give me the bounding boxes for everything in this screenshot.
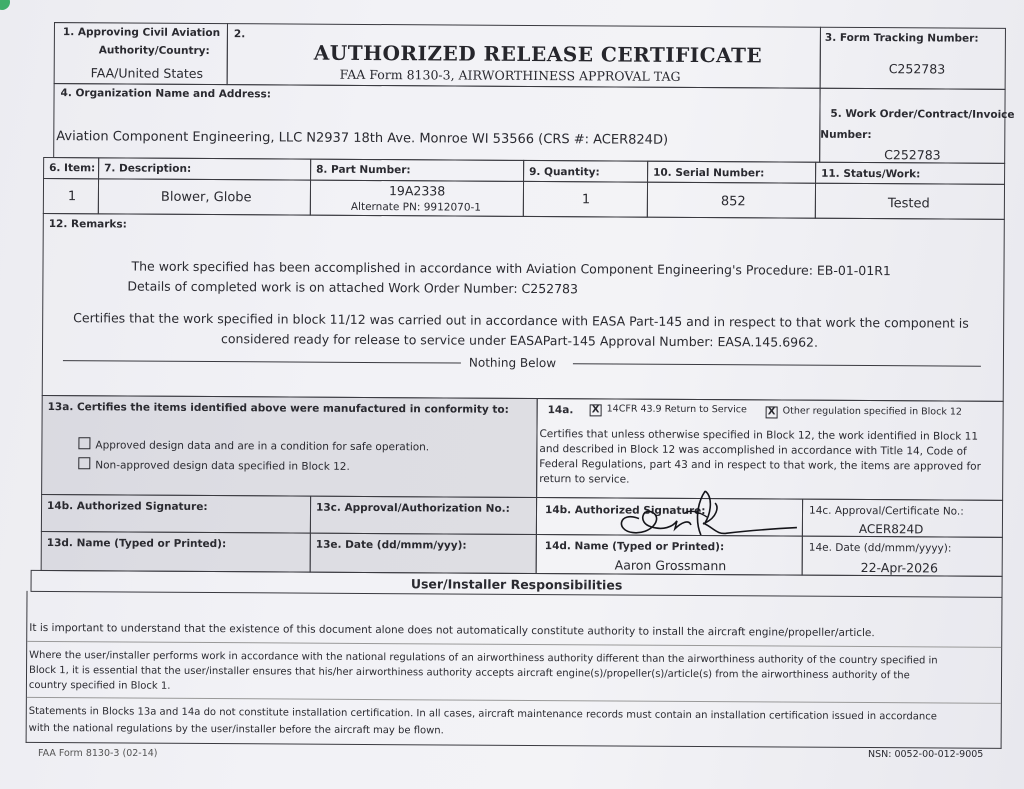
block-13a-option-1[interactable] <box>78 437 429 453</box>
block-14e-label: 14e. Date (dd/mmm/yyyy): <box>808 541 952 555</box>
approval-certificate-number: ACER824D <box>858 521 924 537</box>
status-value-cell <box>815 183 1005 220</box>
block-2-title <box>227 23 821 89</box>
organization-address: Aviation Component Engineering, LLC N2937 18th Ave. Monroe WI 53566 (CRS #: ACER824D) <box>56 129 669 148</box>
work-order-number: C252783 <box>884 147 941 163</box>
remarks-label: 12. Remarks: <box>48 218 127 231</box>
block-13e <box>310 533 537 574</box>
quantity-label-cell <box>523 160 648 183</box>
form-tracking-number: C252783 <box>888 61 946 77</box>
block-3-label: 3. Form Tracking Number: <box>824 31 979 45</box>
status-label-cell <box>815 162 1005 185</box>
signer-name: Aaron Grossmann <box>614 557 727 574</box>
block-14a-text-1: Certifies that unless otherwise specified in Block 12, the work identified in Block 11 <box>539 428 979 443</box>
non-approved-design-label: Non-approved design data specified in Block 12. <box>95 459 350 473</box>
serial-number-label: 10. Serial Number: <box>653 166 765 180</box>
nothing-below: Nothing Below <box>468 355 557 371</box>
block-14a-text-3: Federal Regulations, part 43 and in respect to that work, the items are approved for <box>539 458 981 473</box>
resp-rule-2 <box>27 697 1001 704</box>
block-14c <box>802 499 1003 538</box>
responsibilities-para-2-line-3: country specified in Block 1. <box>28 679 171 692</box>
block-13a-option-2[interactable] <box>78 457 350 473</box>
return-to-service-checkbox[interactable]: X <box>590 404 602 416</box>
block-14a-option-1[interactable] <box>590 403 747 417</box>
part-number-value: 19A2338 <box>388 183 446 199</box>
block-3 <box>820 27 1006 90</box>
block-14a-text-4: return to service. <box>539 473 630 486</box>
block-14d-label: 14d. Name (Typed or Printed): <box>544 540 725 554</box>
remarks-line-2: Details of completed work is on attached Work Order Number: C252783 <box>127 278 579 297</box>
status-work-label: 11. Status/Work: <box>821 167 921 181</box>
block-5 <box>819 88 1015 164</box>
responsibilities-para-3-line-1: Statements in Blocks 13a and 14a do not constitute installation certification. In all cases, aircraft maintenance records must contain an installation certification issued in accordance <box>28 705 937 723</box>
nothing-below-rule-right <box>573 363 981 366</box>
part-number-label: 8. Part Number: <box>316 163 411 177</box>
block-13b <box>41 494 311 534</box>
block-1-label: 1. Approving Civil Aviation <box>62 26 221 40</box>
block-1-value: FAA/United States <box>90 65 204 81</box>
item-label: 6. Item: <box>49 162 96 175</box>
block-13a-label: 13a. Certifies the items identified above were manufactured in conformity to: <box>47 401 509 416</box>
nothing-below-rule-left <box>63 360 461 363</box>
responsibilities-para-1: It is important to understand that the existence of this document alone does not automatically constitute authority to install the aircraft engine/propeller/article. <box>29 621 875 640</box>
responsibilities-para-2-line-1: Where the user/installer performs work in accordance with the national regulations of an airworthiness authority different than the airworthiness authority of the country specified in <box>29 649 938 667</box>
block-1 <box>54 22 228 85</box>
block-2-label: 2. <box>233 28 246 41</box>
form-subtitle: FAA Form 8130-3, AIRWORTHINESS APPROVAL TAG <box>339 66 681 84</box>
serial-value-cell <box>647 182 816 219</box>
corner-marker <box>0 0 10 10</box>
block-12-remarks <box>42 213 1005 402</box>
block-4 <box>53 83 820 163</box>
other-regulation-checkbox[interactable]: X <box>766 406 778 418</box>
approved-design-label: Approved design data and are in a condition for safe operation. <box>95 439 430 454</box>
item-value-cell <box>43 178 99 214</box>
return-to-service-label: 14CFR 43.9 Return to Service <box>606 403 747 416</box>
block-13a <box>41 395 538 498</box>
block-13e-label: 13e. Date (dd/mmm/yyy): <box>315 538 467 552</box>
nsn-footer: NSN: 0052-00-012-9005 <box>868 749 984 760</box>
description-label-cell <box>98 157 311 180</box>
form-id-footer: FAA Form 8130-3 (02-14) <box>38 748 158 759</box>
form-8130-3 <box>28 22 1015 753</box>
quantity-label: 9. Quantity: <box>529 165 600 179</box>
part-label-cell <box>310 159 524 182</box>
quantity-value: 1 <box>581 192 591 208</box>
serial-label-cell <box>647 161 816 184</box>
responsibilities-body <box>26 591 1003 749</box>
serial-number-value: 852 <box>720 194 746 210</box>
block-14b-label: 14b. Authorized Signature: <box>544 504 706 518</box>
quantity-value-cell <box>523 181 648 218</box>
alternate-part-number: Alternate PN: 9912070-1 <box>350 200 482 214</box>
block-4-label: 4. Organization Name and Address: <box>60 87 271 101</box>
responsibilities-heading: User/Installer Responsibilities <box>410 576 623 593</box>
other-regulation-label: Other regulation specified in Block 12 <box>782 405 962 418</box>
block-13d <box>41 531 311 573</box>
status-work-value: Tested <box>887 196 930 212</box>
approved-design-checkbox[interactable] <box>78 437 90 449</box>
form-title: AUTHORIZED RELEASE CERTIFICATE <box>313 40 763 68</box>
responsibilities-para-2-line-2: Block 1, it is essential that the user/installer ensures that his/her airworthiness authority accepts aircraft engine(s)/propeller(s)/article(s) from the airworthiness authority of the <box>29 664 910 682</box>
responsibilities-para-3-line-2: with the national regulations by the user/installer before the aircraft may be flown. <box>28 722 444 737</box>
resp-rule-1 <box>27 641 1001 648</box>
block-5-label-2: Number: <box>820 128 872 142</box>
block-14a-option-2[interactable] <box>766 405 962 419</box>
block-1-label-2: Authority/Country: <box>98 44 210 58</box>
description-value: Blower, Globe <box>160 189 252 206</box>
block-14e <box>802 536 1003 577</box>
block-14b <box>536 497 803 537</box>
block-14d <box>536 534 803 576</box>
block-14a-label: 14a. <box>547 404 574 417</box>
block-13c-label: 13c. Approval/Authorization No.: <box>316 501 510 515</box>
item-label-cell <box>43 157 99 179</box>
description-label: 7. Description: <box>104 162 192 175</box>
remarks-line-3: Certifies that the work specified in block 11/12 was carried out in accordance with EASA Part-145 and in respect to that work the component is <box>73 310 969 331</box>
block-13c <box>310 496 537 535</box>
block-14a-text-2: and described in Block 12 was accomplished in accordance with Title 14, Code of <box>539 443 967 458</box>
block-13d-label: 13d. Name (Typed or Printed): <box>46 537 227 551</box>
remarks-line-4: considered ready for release to service under EASAPart-145 Approval Number: EASA.145.6962. <box>221 331 819 350</box>
non-approved-design-checkbox[interactable] <box>78 457 90 469</box>
signature-date: 22-Apr-2026 <box>860 559 939 576</box>
block-14c-label: 14c. Approval/Certificate No.: <box>808 504 964 518</box>
description-value-cell <box>98 178 311 215</box>
block-13b-label: 14b. Authorized Signature: <box>47 500 208 514</box>
block-5-label: 5. Work Order/Contract/Invoice <box>830 107 1015 121</box>
part-value-cell <box>310 180 524 217</box>
item-value: 1 <box>67 189 77 205</box>
remarks-line-1: The work specified has been accomplished in accordance with Aviation Component Engineering's Procedure: EB-01-01R1 <box>131 258 891 279</box>
